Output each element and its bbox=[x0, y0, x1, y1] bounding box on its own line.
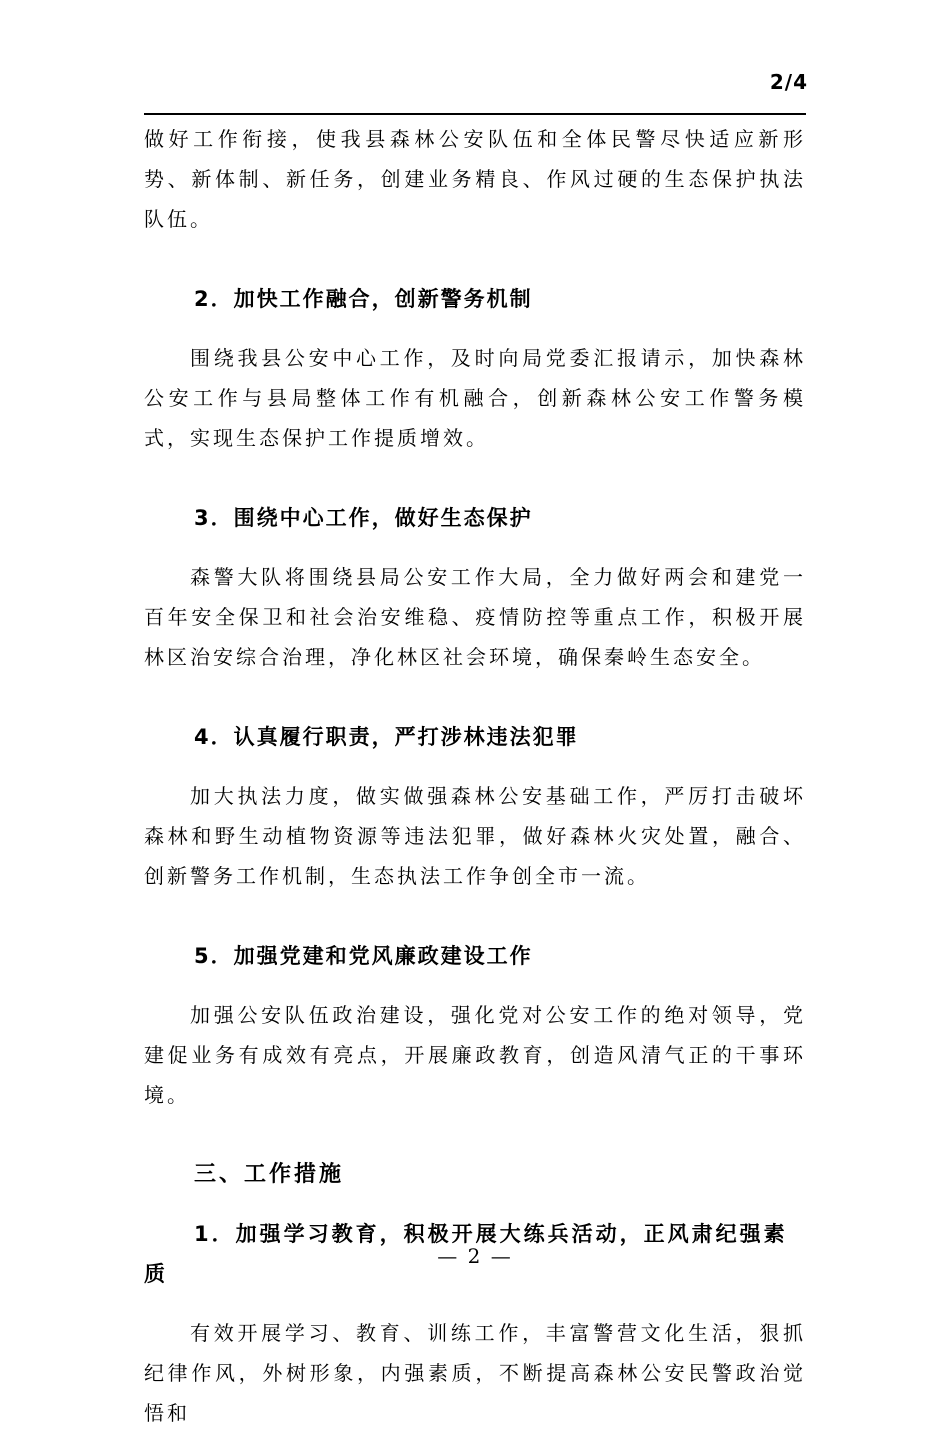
paragraph-item-4: 加大执法力度，做实做强森林公安基础工作，严厉打击破坏森林和野生动植物资源等违法犯罪，做好森林火灾处置，融合、创新警务工作机制，生态执法工作争创全市一流。 bbox=[144, 784, 806, 888]
paragraph-measure-1: 有效开展学习、教育、训练工作，丰富警营文化生活，狠抓纪律作风，外树形象，内强素质，不断提高森林公安民警政治觉悟和 bbox=[144, 1321, 806, 1425]
page-number: — 2 — bbox=[437, 1244, 513, 1268]
document-body bbox=[144, 119, 806, 1433]
heading-item-5: 5．加强党建和党风廉政建设工作 bbox=[194, 944, 533, 968]
heading-item-3: 3．围绕中心工作，做好生态保护 bbox=[194, 506, 533, 530]
heading-measure-1: 1．加强学习教育，积极开展大练兵活动，正风肃纪强素质 bbox=[144, 1222, 788, 1286]
paragraph-continuation: 做好工作衔接，使我县森林公安队伍和全体民警尽快适应新形势、新体制、新任务，创建业务精良、作风过硬的生态保护执法队伍。 bbox=[144, 127, 806, 231]
paragraph-item-2: 围绕我县公安中心工作，及时向局党委汇报请示，加快森林公安工作与县局整体工作有机融合，创新森林公安工作警务模式，实现生态保护工作提质增效。 bbox=[144, 346, 806, 450]
header-rule bbox=[144, 113, 806, 115]
heading-item-4: 4．认真履行职责，严打涉林违法犯罪 bbox=[194, 725, 579, 749]
heading-item-2: 2．加快工作融合，创新警务机制 bbox=[194, 287, 533, 311]
section-heading-measures: 三、工作措施 bbox=[194, 1162, 345, 1187]
paragraph-item-5: 加强公安队伍政治建设，强化党对公安工作的绝对领导，党建促业务有成效有亮点，开展廉政教育，创造风清气正的干事环境。 bbox=[144, 1003, 806, 1107]
page-indicator: 2/4 bbox=[769, 70, 808, 94]
paragraph-item-3: 森警大队将围绕县局公安工作大局，全力做好两会和建党一百年安全保卫和社会治安维稳、疫情防控等重点工作，积极开展林区治安综合治理，净化林区社会环境，确保秦岭生态安全。 bbox=[144, 565, 806, 669]
